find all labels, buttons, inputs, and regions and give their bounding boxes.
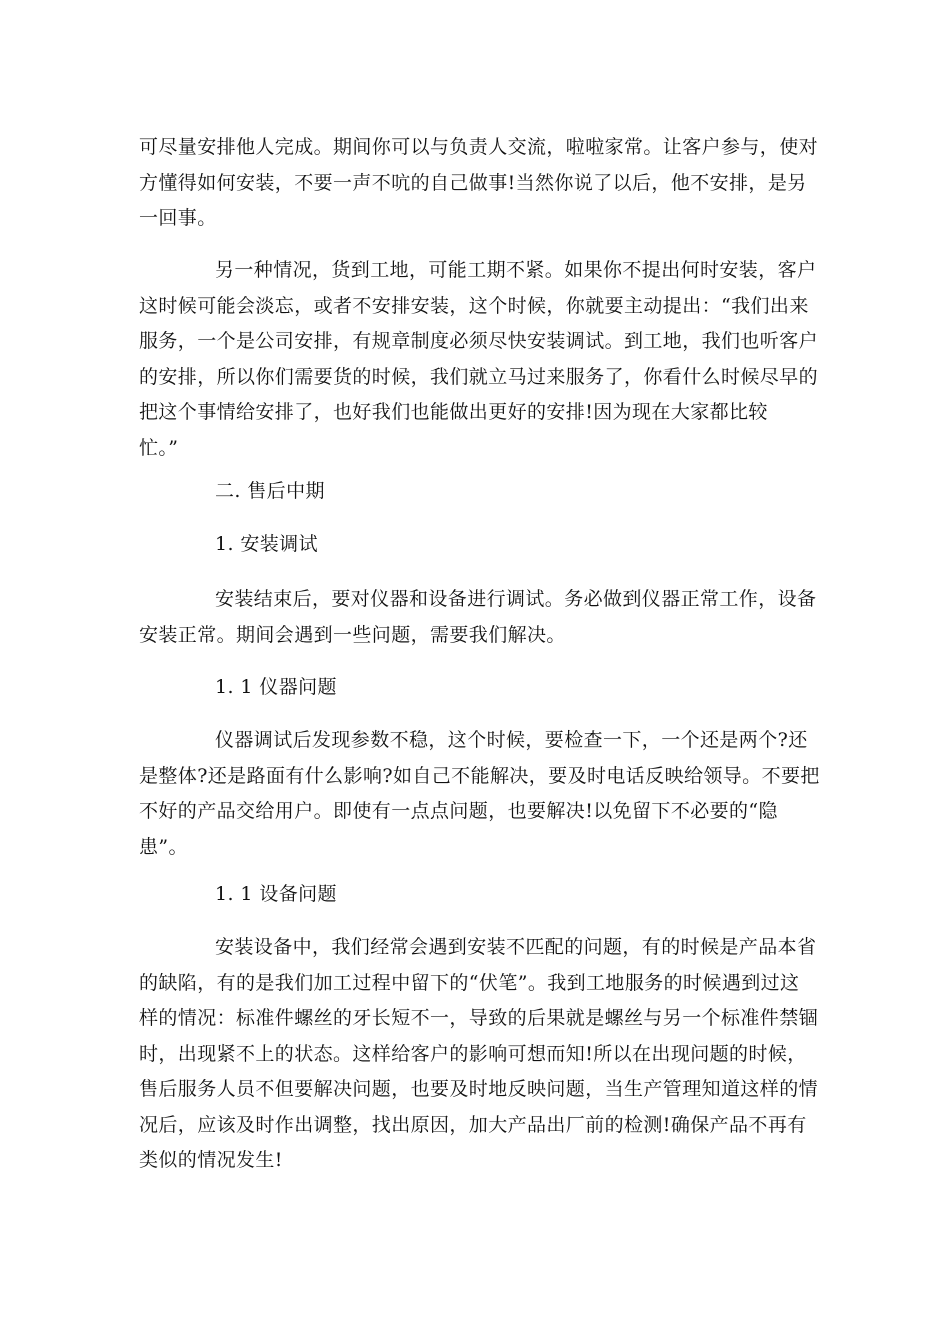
text-line: 类似的情况发生! [139, 1149, 283, 1171]
text-line: 患”。 [139, 835, 188, 858]
text-line: 售后服务人员不但要解决问题，也要及时地反映问题，当生产管理知道这样的情 [139, 1078, 819, 1100]
text-line: 样的情况：标准件螺丝的牙长短不一，导致的后果就是螺丝与另一个标准件禁锢 [139, 1007, 819, 1029]
text-line: 况后，应该及时作出调整，找出原因，加大产品出厂前的检测!确保产品不再有 [139, 1113, 807, 1136]
subsection-heading [215, 877, 337, 912]
text-line: 服务，一个是公司安排，有规章制度必须尽快安装调试。到工地，我们也听客户 [139, 330, 819, 352]
subsection-heading [215, 527, 318, 562]
section-heading-text: 二. 售后中期 [215, 480, 325, 502]
subsection-heading-text: 1. 安装调试 [215, 533, 318, 555]
text-line: 不好的产品交给用户。即使有一点点问题，也要解决!以免留下不必要的“隐 [139, 800, 778, 822]
paragraph-equipment-problem [139, 930, 819, 1179]
text-line: 的安排，所以你们需要货的时候，我们就立马过来服务了，你看什么时候尽早的 [139, 365, 819, 388]
subsection-heading [215, 670, 337, 705]
text-line: 这时候可能会淡忘，或者不安排安装，这个时候，你就要主动提出：“我们出来 [139, 294, 809, 317]
paragraph-arrange-install [139, 130, 819, 237]
text-line: 安装正常。期间会遇到一些问题，需要我们解决。 [139, 623, 566, 646]
text-line: 另一种情况，货到工地，可能工期不紧。如果你不提出何时安装，客户 [215, 259, 817, 281]
paragraph-install-debug [139, 582, 817, 653]
text-line: 安装设备中，我们经常会遇到安装不匹配的问题，有的时候是产品本省 [215, 936, 817, 958]
text-line: 忙。” [139, 436, 179, 459]
text-line: 的缺陷，有的是我们加工过程中留下的“伏笔”。我到工地服务的时候遇到过这 [139, 971, 800, 994]
paragraph-another-situation [139, 253, 819, 466]
text-line: 安装结束后，要对仪器和设备进行调试。务必做到仪器正常工作，设备 [215, 588, 817, 610]
paragraph-instrument-problem [139, 723, 820, 865]
section-heading [215, 474, 325, 509]
text-line: 一回事。 [139, 207, 217, 229]
text-line: 时，出现紧不上的状态。这样给客户的影响可想而知!所以在出现问题的时候， [139, 1042, 807, 1065]
text-line: 是整体?还是路面有什么影响?如自己不能解决，要及时电话反映给领导。不要把 [139, 764, 820, 787]
subsection-heading-text: 1. 1 设备问题 [215, 883, 337, 905]
text-line: 把这个事情给安排了，也好我们也能做出更好的安排!因为现在大家都比较 [139, 401, 768, 423]
text-line: 仪器调试后发现参数不稳，这个时候，要检查一下，一个还是两个?还 [215, 729, 808, 751]
subsection-heading-text: 1. 1 仪器问题 [215, 676, 337, 698]
text-line: 方懂得如何安装，不要一声不吭的自己做事!当然你说了以后，他不安排，是另 [139, 171, 807, 194]
text-line: 可尽量安排他人完成。期间你可以与负责人交流，啦啦家常。让客户参与，使对 [139, 136, 819, 158]
